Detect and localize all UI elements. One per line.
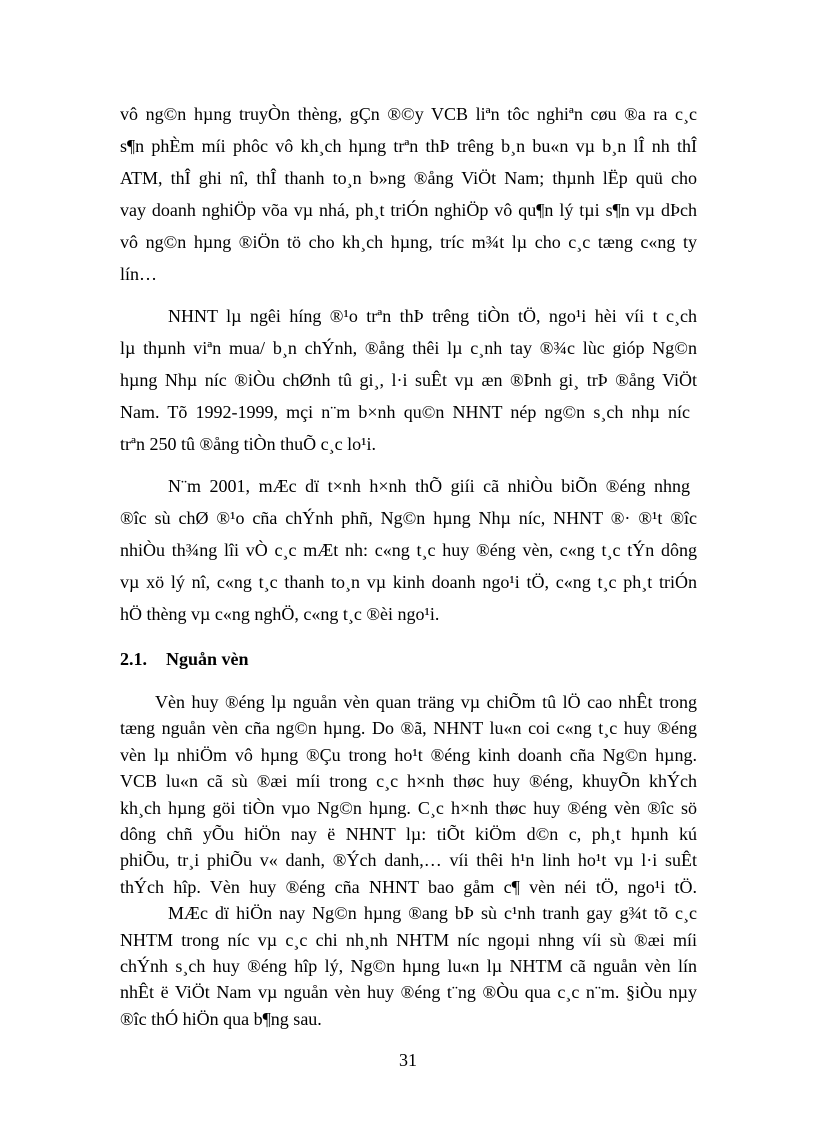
- paragraph-1-line: vô ng©n hµng ®iÖn tö cho kh¸ch hµng, tríc m¾t lµ cho c¸c tæng c«ng ty: [120, 232, 697, 252]
- paragraph-3-line: hÖ thèng vµ c«ng nghÖ, c«ng t¸c ®èi ngo¹i.: [120, 604, 440, 624]
- paragraph-1-line: s¶n phÈm míi phôc vô kh¸ch hµng trªn thÞ trêng b¸n bu«n vµ b¸n lÎ nh thÎ: [120, 136, 697, 156]
- paragraph-3-line: N¨m 2001, mÆc dï t×nh h×nh thÕ giíi cã nhiÒu biÕn ®éng nhng: [168, 476, 690, 496]
- paragraph-2-line: Nam. Tõ 1992-1999, mçi n¨m b×nh qu©n NHNT nép ng©n s¸ch nhµ níc: [120, 402, 690, 422]
- paragraph-4-line: NHTM trong níc vµ c¸c chi nh¸nh NHTM níc ngoµi nhng víi sù ®æi míi: [120, 930, 697, 950]
- paragraph-1-line: vay doanh nghiÖp võa vµ nhá, ph¸t triÓn nghiÖp vô qu¶n lý tµi s¶n vµ dÞch: [120, 200, 697, 220]
- section-heading: [120, 649, 249, 669]
- page-number: 31: [399, 1050, 417, 1070]
- paragraph-1-line: ATM, thÎ ghi nî, thÎ thanh to¸n b»ng ®ång ViÖt Nam; thµnh lËp quü cho: [120, 168, 697, 188]
- paragraph-4-line: thÝch hîp. Vèn huy ®éng cña NHNT bao gåm c¶ vèn néi tÖ, ngo¹i tÖ.: [120, 877, 697, 897]
- paragraph-2-line: NHNT lµ ngêi híng ®¹o trªn thÞ trêng tiÒn tÖ, ngo¹i hèi víi t c¸ch: [168, 306, 697, 326]
- paragraph-4-line: nhÊt ë ViÖt Nam vµ nguån vèn huy ®éng t¨ng ®Òu qua c¸c n¨m. §iÒu nµy: [120, 982, 697, 1002]
- section-heading-title: Nguån vèn: [166, 649, 249, 669]
- section-heading-number: 2.1.: [120, 649, 147, 669]
- paragraph-4-line: chÝnh s¸ch huy ®éng hîp lý, Ng©n hµng lu«n lµ NHTM cã nguån vèn lín: [120, 956, 697, 976]
- paragraph-4-line: Vèn huy ®éng lµ nguån vèn quan träng vµ chiÕm tû lÖ cao nhÊt trong: [155, 692, 697, 712]
- paragraph-2-line: lµ thµnh viªn mua/ b¸n chÝnh, ®ång thêi lµ c¸nh tay ®¾c lùc gióp Ng©n: [120, 338, 697, 358]
- paragraph-4-line: dông chñ yÕu hiÖn nay ë NHNT lµ: tiÕt kiÖm d©n c, ph¸t hµnh kú: [120, 824, 697, 844]
- paragraph-2-line: trªn 250 tû ®ång tiÒn thuÕ c¸c lo¹i.: [120, 434, 376, 454]
- paragraph-3-line: nhiÒu th¾ng lîi vÒ c¸c mÆt nh: c«ng t¸c huy ®éng vèn, c«ng t¸c tÝn dông: [120, 540, 697, 560]
- paragraph-4-line: ®îc thÓ hiÖn qua b¶ng sau.: [120, 1009, 322, 1029]
- paragraph-4-line: VCB lu«n cã sù ®æi míi trong c¸c h×nh thøc huy ®éng, khuyÕn khÝch: [120, 771, 697, 791]
- paragraph-4-line: tæng nguån vèn cña ng©n hµng. Do ®ã, NHNT lu«n coi c«ng t¸c huy ®éng: [120, 718, 697, 738]
- paragraph-4-line: vèn lµ nhiÖm vô hµng ®Çu trong ho¹t ®éng kinh doanh cña Ng©n hµng.: [120, 745, 697, 765]
- paragraph-3-line: ®îc sù chØ ®¹o cña chÝnh phñ, Ng©n hµng Nhµ níc, NHNT ®· ®¹t ®îc: [120, 508, 697, 528]
- paragraph-1-line: vô ng©n hµng truyÒn thèng, gÇn ®©y VCB liªn tôc nghiªn cøu ®a ra c¸c: [120, 104, 697, 124]
- paragraph-3-line: vµ xö lý nî, c«ng t¸c thanh to¸n vµ kinh doanh ngo¹i tÖ, c«ng t¸c ph¸t triÓn: [120, 572, 697, 592]
- paragraph-2-line: hµng Nhµ níc ®iÒu chØnh tû gi¸, l·i suÊt vµ æn ®Þnh gi¸ trÞ ®ång ViÖt: [120, 370, 697, 390]
- paragraph-4-line: phiÕu, tr¸i phiÕu v« danh, ®Ých danh,… víi thêi h¹n linh ho¹t vµ l·i suÊt: [120, 850, 697, 870]
- paragraph-4-line: MÆc dï hiÖn nay Ng©n hµng ®ang bÞ sù c¹nh tranh gay g¾t tõ c¸c: [168, 903, 697, 923]
- paragraph-4-line: kh¸ch hµng göi tiÒn vµo Ng©n hµng. C¸c h×nh thøc huy ®éng vèn ®îc sö: [120, 798, 697, 818]
- paragraph-1-line: lín…: [120, 264, 158, 284]
